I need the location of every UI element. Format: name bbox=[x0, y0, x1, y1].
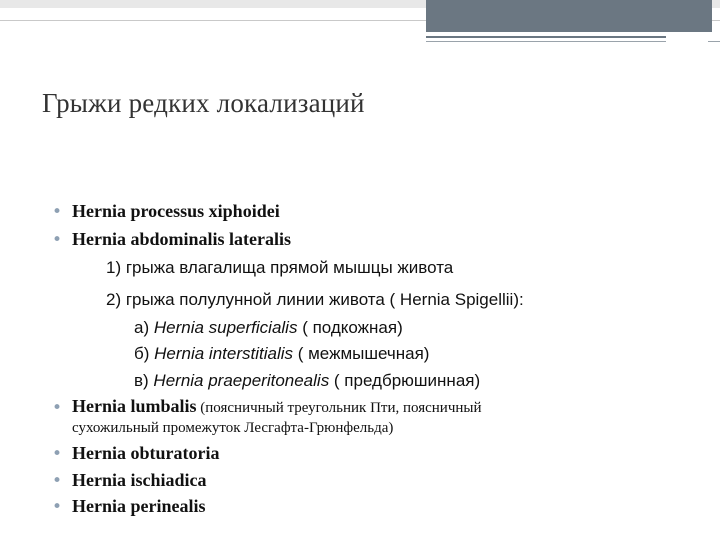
sub-sub-item bbox=[134, 318, 403, 338]
list-item: Hernia perinealis bbox=[72, 496, 206, 516]
sub-suffix: ( предбрюшинная) bbox=[329, 371, 481, 390]
latin-term: Hernia praeperitonealis bbox=[153, 371, 330, 390]
bullet-icon: • bbox=[52, 398, 63, 418]
list-item: Hernia abdominalis lateralis bbox=[72, 229, 292, 249]
list-item: Hernia obturatoria bbox=[72, 443, 220, 463]
list-item: Hernia processus xiphoidei bbox=[72, 201, 280, 221]
list-item-note-continued: сухожильный промежуток Лесгафта-Грюнфельда) bbox=[72, 420, 394, 436]
corner-line bbox=[708, 41, 720, 42]
list-item: Hernia ischiadica bbox=[72, 470, 207, 490]
bullet-icon: • bbox=[52, 444, 63, 464]
bullet-icon: • bbox=[52, 202, 63, 222]
sub-prefix: в) bbox=[134, 371, 154, 390]
bullet-icon: • bbox=[52, 471, 63, 491]
header-accent-line bbox=[426, 36, 666, 38]
sub-suffix: ( подкожная) bbox=[297, 318, 403, 337]
header-accent-thin-line bbox=[426, 41, 666, 42]
latin-term: Hernia interstitialis bbox=[154, 344, 294, 363]
list-item-note: (поясничный треугольник Пти, поясничный bbox=[196, 400, 482, 416]
list-item-label: Hernia lumbalis bbox=[72, 396, 197, 416]
header-accent-bar bbox=[426, 0, 712, 32]
sub-item: 1) грыжа влагалища прямой мышцы живота bbox=[106, 258, 454, 277]
sub-prefix: б) bbox=[134, 344, 155, 363]
bullet-icon: • bbox=[52, 230, 63, 250]
sub-prefix: а) bbox=[134, 318, 154, 337]
list-item bbox=[72, 396, 482, 417]
sub-suffix: ( межмышечная) bbox=[293, 344, 430, 363]
sub-item: 2) грыжа полулунной линии живота ( Hernia Spigellii): bbox=[106, 290, 524, 309]
sub-sub-item bbox=[134, 344, 429, 364]
bullet-icon: • bbox=[52, 497, 63, 517]
slide-title: Грыжи редких локализаций bbox=[42, 88, 365, 118]
sub-sub-item bbox=[134, 371, 480, 391]
latin-term: Hernia superficialis bbox=[153, 318, 298, 337]
